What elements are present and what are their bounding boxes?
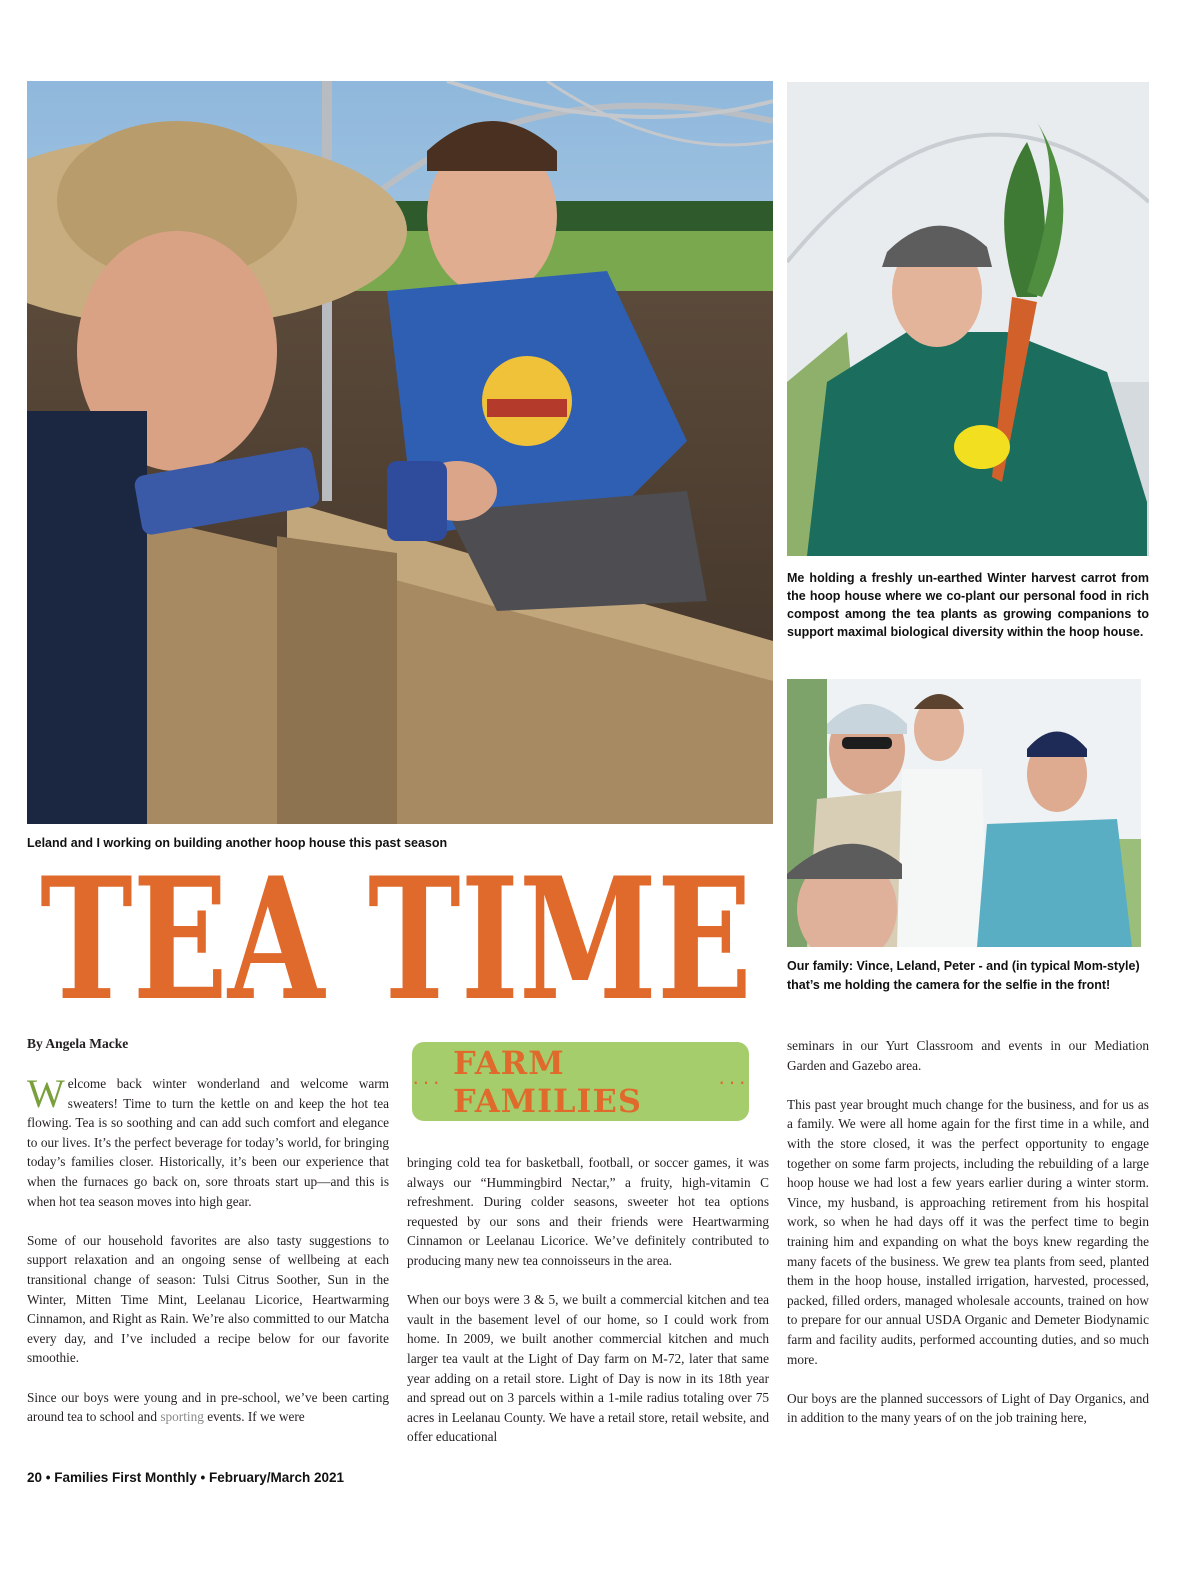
caption-family-photo: [787, 957, 1157, 995]
article-column-3: [787, 1036, 1149, 1447]
headline-svg: [36, 862, 756, 1012]
farm-families-badge: [412, 1042, 749, 1121]
badge-label: FARM FAMILIES: [452, 1043, 643, 1120]
headline-text: TEA TIME: [40, 862, 752, 1012]
photo-carrot: [787, 82, 1149, 556]
photo-hoop-house-illustration: [27, 81, 773, 824]
article-column-1: [27, 1071, 389, 1446]
caption-carrot-photo: Me holding a freshly un-earthed Winter harvest carrot from the hoop house where we co-plant our personal food in rich compost among the tea plants as growing companions to support maximal biological diversity within the hoop house.: [787, 571, 1149, 639]
paragraph: [27, 1388, 389, 1427]
paragraph: Some of our household favorites are also tasty suggestions to support relaxation and an ongoing sense of wellbeing at each transitional change of season: Tulsi Citrus Soother, Sun in the Winter, Mitten Time Mint, Leelanau Licorice, Heartwarming Cinnamon, and Right as Rain. We’re also committed to our Matcha every day, and I’ve included a recipe below for our favorite smoothie.: [27, 1232, 389, 1366]
caption-family-line1: Our family: Vince, Leland, Peter - and (in typical Mom-style): [787, 959, 1140, 973]
paragraph: bringing cold tea for basketball, football, or soccer games, it was always our “Hummingbird Nectar,” a fruity, high-vitamin C refreshment. During colder seasons, sweeter hot tea options requested by our sons and their friends were Heartwarming Cinnamon or Leelanau Licorice. We’ve definitely contributed to producing many new tea connoisseurs in the area.: [407, 1155, 769, 1268]
paragraph: seminars in our Yurt Classroom and events in our Mediation Garden and Gazebo area.: [787, 1038, 1149, 1073]
paragraph: This past year brought much change for the business, and for us as a family. We were all home again for the first time in a while, and with the store closed, it was the perfect opportunity to engage together on some farm projects, including the rebuilding of a large hoop house we had lost a few years earlier during a winter storm. Vince, my husband, is approaching retirement from his hospital work, so when he had days off it was the perfect time to begin training him and expanding on what the boys knew regarding the many facets of the business. We grew tea plants from seed, planted them in the hoop house, installed irrigation, harvested, processed, packed, filled orders, managed wholesale accounts, trained on how to prepare for our annual USDA Organic and Demeter Biodynamic farm and facility audits, performed accounting duties, and so much more.: [787, 1096, 1149, 1367]
article-column-2: [407, 1153, 769, 1467]
photo-family: [787, 679, 1141, 947]
photo-carrot-illustration: [787, 82, 1149, 556]
byline: By Angela Macke: [27, 1036, 129, 1051]
paragraph-text: elcome back winter wonderland and welcome warm sweaters! Time to turn the kettle on and keep the hot tea flowing. Tea is so soothing and can add such comfort and elegance to our lives. It’s the perfect beverage for today’s world, for bringing today’s families closer. Historically, it’s been our experience that when the furnaces go back on, sore throats start up—and this is when hot tea season moves into high gear.: [27, 1076, 389, 1209]
headline: [36, 862, 756, 1012]
paragraph-text: Since our boys were young and in pre-school, we’ve been carting around tea to school and: [27, 1389, 389, 1425]
paragraph: [27, 1071, 389, 1211]
badge-dots-left: ···: [412, 1068, 443, 1094]
photo-family-illustration: [787, 679, 1141, 947]
photo-hoop-house: [27, 81, 773, 824]
caption-family-line2: that’s me holding the camera for the selfie in the front!: [787, 978, 1111, 992]
paragraph-text-gray: sporting: [160, 1409, 204, 1425]
paragraph: Our boys are the planned successors of Light of Day Organics, and in addition to the many years of on the job training here,: [787, 1390, 1149, 1426]
dropcap: W: [27, 1071, 65, 1116]
page-footer: 20 • Families First Monthly • February/March 2021: [27, 1470, 345, 1485]
paragraph-text: events. If we were: [203, 1409, 305, 1425]
paragraph: When our boys were 3 & 5, we built a commercial kitchen and tea vault in the basement level of our home, so I could work from home. In 2009, we built another commercial kitchen and much larger tea vault at the Light of Day farm on M-72, later that same year adding on a retail store. Light of Day is now in its 18th year and spread out on 3 parcels within a 1-mile radius totaling over 75 acres in Leelanau County. We have a retail store, retail website, and offer educational: [407, 1292, 769, 1445]
caption-main-photo: Leland and I working on building another hoop house this past season: [27, 836, 448, 850]
badge-dots-right: ···: [718, 1068, 749, 1094]
